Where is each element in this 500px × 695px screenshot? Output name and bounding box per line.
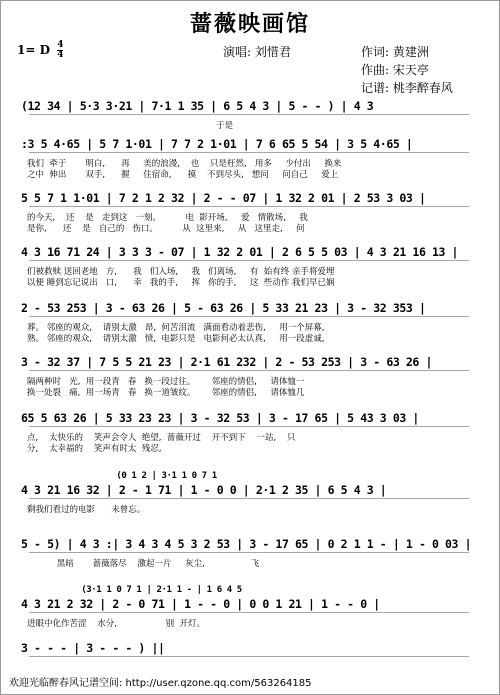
lyric-line: 点, 太快乐的 笑声会令人 绝望, 蔷薇开过 开不到下 一站, 只 <box>27 433 296 443</box>
pre-staff-notes: (0 1 2 | 3·1 1 0 7 1 <box>21 471 217 481</box>
singer-credit: 演唱: 刘惜君 <box>223 45 291 59</box>
beam-line <box>29 114 469 115</box>
key-signature <box>17 41 63 60</box>
melody-line: 65 5 63 26 | 5 33 23 23 | 3 - 32 53 | 3 - 17 65 | 5 43 3 03 | <box>21 411 419 425</box>
lyric-line: 以便 睡到忘记说出 口, 幸 我的手, 挥 你的手, 这 些动作 我们早已娴 <box>27 278 335 288</box>
lyric-line: 我们 牵于 明白, 再 美的浪漫, 也 只是枉然, 用多 少付出 换来 <box>27 159 342 169</box>
lyric-line: 之中 伸出 双手, 握 住宿命, 摸 不到尽头, 想问 问自己 爱上 <box>27 170 339 180</box>
lyric-line: 黑暗 蔷薇落尽 激起一片 灰尘, 飞 <box>27 559 260 569</box>
lyric-line: 葬。 邻座的观众, 请别太激 昂, 何苦泪流 满面看动着悲伤, 用一个屏幕, <box>27 323 325 333</box>
beam-line <box>29 316 469 317</box>
melody-line: 5 5 7 1 1·01 | 7 2 1 2 32 | 2 - - 07 | 1 32 2 01 | 2 53 3 03 | <box>21 191 426 205</box>
song-title: 蔷薇映画馆 <box>189 11 310 37</box>
lyric-line: 隔两种时 光, 用一段青 春 换一段过往。 邻座的情侣, 请体恤一 <box>27 377 305 387</box>
lyric-line: 的今天, 还 是 走到这 一刻。 电 影开场, 爱 情散场, 我 <box>27 213 308 223</box>
time-denominator: 4 <box>57 50 64 60</box>
beam-line <box>29 206 469 207</box>
melody-line: 3 - 32 37 | 7 5 5 21 23 | 2·1 61 232 | 2 - 53 253 | 3 - 63 26 | <box>21 355 432 369</box>
melody-line: 4 3 21 2 32 | 2 - 0 71 | 1 - - 0 | 0 0 1 21 | 1 - - 0 | <box>21 597 380 611</box>
lyric-line: 换一处裂 痛, 用一场青 春 换一道皱纹。 邻座的情侣, 请体恤几 <box>27 388 305 398</box>
melody-line: 5 - 5) | 4 3 :| 3 4 3 4 5 3 2 53 | 3 - 17 65 | 0 2 1 1 - | 1 - 0 03 | <box>21 537 472 551</box>
lyric-line: 是你, 还 是 自己的 伤口。 从 这里来, 从 这里走, 何 <box>27 224 305 234</box>
time-signature <box>57 41 63 60</box>
lyric-line: 分, 太幸福的 笑声有时太 残忍, <box>27 444 162 454</box>
transcriber-credit: 记谱: 桃李醉春风 <box>361 81 453 95</box>
melody-line: (12 34 | 5·3 3·21 | 7·1 1 35 | 6 5 4 3 | 5 - - ) | 4 3 <box>21 99 374 113</box>
melody-line: 4 3 21 16 32 | 2 - 1 71 | 1 - 0 0 | 2·1 2 35 | 6 5 4 3 | <box>21 483 387 497</box>
beam-line <box>29 498 469 499</box>
beam-line <box>29 612 469 613</box>
beam-line <box>29 552 469 553</box>
beam-line <box>29 656 469 657</box>
beam-line <box>29 260 469 261</box>
melody-line: 2 - 53 253 | 3 - 63 26 | 5 - 63 26 | 5 33 21 23 | 3 - 32 353 | <box>21 301 426 315</box>
lyric-line: 们被救赎 送回老地 方, 我 们入场, 我 们离场, 有 始有终 亲手将爱埋 <box>27 267 335 277</box>
lyric-line: 进眼中化作苦涩 水分, 别 开灯。 <box>27 619 206 629</box>
composer-credit: 作曲: 宋天亭 <box>361 63 429 77</box>
lyric-line: 熟。 邻座的观众, 请别太激 愤, 电影只是 电影何必太认真, 用一段虚诚, <box>27 334 325 344</box>
lyricist-credit: 作词: 黄建洲 <box>361 45 429 59</box>
key-label: 1= D <box>17 43 50 57</box>
beam-line <box>29 426 469 427</box>
lyric-line: 剩我们看过的电影 未曾忘。 <box>27 505 146 515</box>
beam-line <box>29 152 469 153</box>
lyric-line: 于是 <box>27 121 234 131</box>
melody-line: 4 3 16 71 24 | 3 3 3 - 07 | 1 32 2 01 | 2 6 5 5 03 | 4 3 21 16 13 | <box>21 245 459 259</box>
melody-line: :3 5 4·65 | 5 7 1·01 | 7 7 2 1·01 | 7 6 65 5 54 | 3 5 4·65 | <box>21 137 413 151</box>
melody-line: 3 - - - | 3 - - - ) || <box>21 641 165 655</box>
footer-credit: 欢迎光临醉春风记谱空间: http://user.qzone.qq.com/563264185 <box>9 678 312 689</box>
beam-line <box>29 370 469 371</box>
time-numerator: 4 <box>57 40 64 50</box>
pre-staff-notes: (3·1 1 0 7 1 | 2·1 1 - | 1 6 4 5 <box>21 585 242 595</box>
